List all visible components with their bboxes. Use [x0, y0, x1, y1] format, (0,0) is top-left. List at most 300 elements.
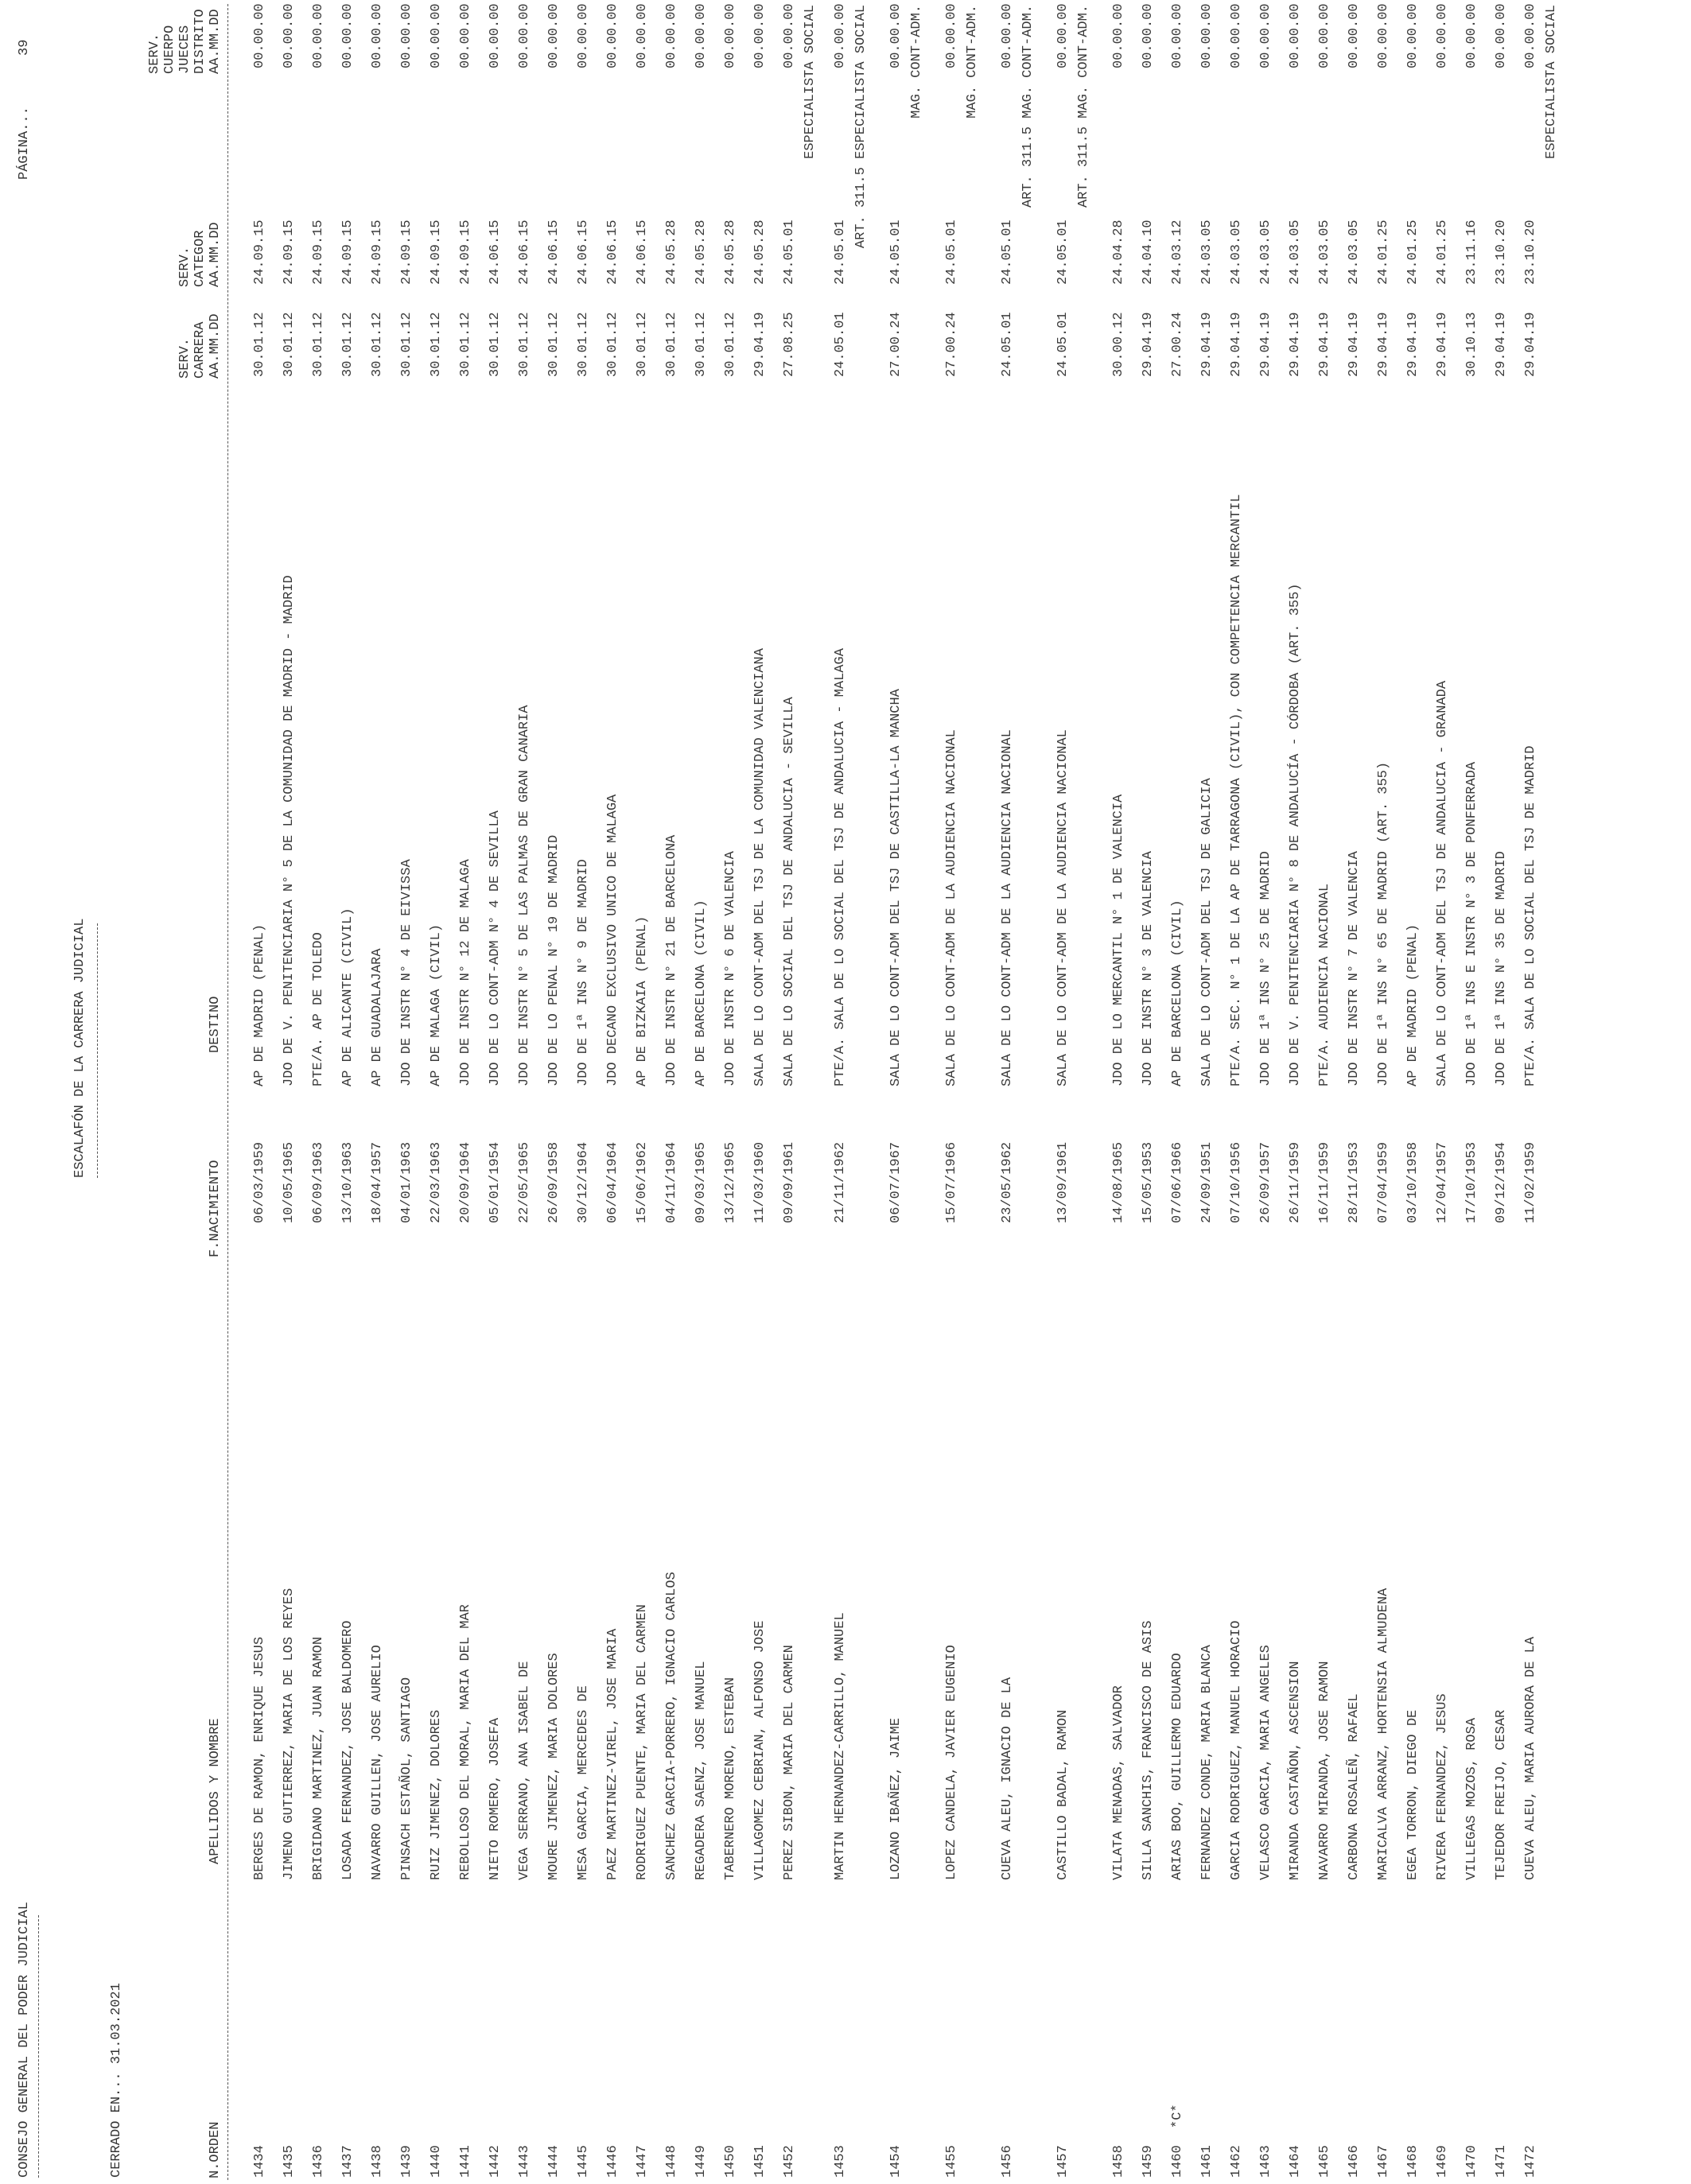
- cell-orden: 1463: [1258, 2145, 1273, 2178]
- cell-categor: 24.01.25: [1376, 220, 1391, 285]
- cell-nac: 30/12/1964: [576, 1141, 591, 1223]
- page-number: 39: [17, 39, 32, 56]
- cell-cuerpo: 00.00.00: [752, 3, 768, 68]
- cell-carrera: 29.04.19: [1435, 312, 1450, 377]
- cell-categor: 24.06.15: [635, 220, 650, 285]
- cell-categor: 24.03.12: [1170, 220, 1185, 285]
- closed-date: CERRADO EN... 31.03.2021: [109, 1983, 124, 2178]
- cell-orden: 1460: [1170, 2145, 1185, 2178]
- cell-nombre: REBOLLOSO DEL MORAL, MARIA DEL MAR: [458, 1604, 473, 1880]
- cell-destino: AP DE BARCELONA (CIVIL): [694, 900, 709, 1086]
- cell-nombre: MESA GARCIA, MERCEDES DE: [576, 1685, 591, 1880]
- cell-nac: 11/03/1960: [752, 1141, 768, 1223]
- cell-nombre: VILATA MENADAS, SALVADOR: [1111, 1685, 1126, 1880]
- cell-cuerpo: 00.00.00: [1000, 3, 1015, 68]
- cell-specialty-note: ART. 311.5 MAG. CONT-ADM.: [1020, 5, 1036, 208]
- cell-categor: 24.01.25: [1405, 220, 1421, 285]
- cell-cuerpo: 00.00.00: [517, 3, 532, 68]
- cell-destino: JDO DE INSTR N° 3 DE VALENCIA: [1141, 851, 1156, 1086]
- cell-cuerpo: 00.00.00: [1170, 3, 1185, 68]
- cell-nac: 17/10/1953: [1464, 1141, 1479, 1223]
- cell-cuerpo: 00.00.00: [1288, 3, 1303, 68]
- cell-orden: 1472: [1523, 2145, 1538, 2178]
- cell-nac: 04/01/1963: [399, 1141, 414, 1223]
- cell-carrera: 30.01.12: [546, 312, 562, 377]
- cell-specialty-note: MAG. CONT-ADM.: [909, 5, 924, 119]
- cell-orden: 1462: [1229, 2145, 1244, 2178]
- cell-orden: 1434: [252, 2145, 267, 2178]
- cell-carrera: 30.01.12: [694, 312, 709, 377]
- cell-specialty-note: ESPECIALISTA SOCIAL: [1544, 5, 1559, 159]
- cell-nac: 22/05/1965: [517, 1141, 532, 1223]
- cell-nac: 13/10/1963: [340, 1141, 356, 1223]
- cell-nac: 14/08/1965: [1111, 1141, 1126, 1223]
- cell-cuerpo: 00.00.00: [1111, 3, 1126, 68]
- cell-nac: 03/10/1958: [1405, 1141, 1421, 1223]
- cell-categor: 24.05.01: [833, 220, 848, 285]
- cell-carrera: 27.00.24: [888, 312, 904, 377]
- cell-cuerpo: 00.00.00: [605, 3, 620, 68]
- cell-nac: 07/06/1966: [1170, 1141, 1185, 1223]
- cell-destino: JDO DE V. PENITENCIARIA N° 5 DE LA COMUNIDAD DE MADRID - MADRID: [282, 575, 297, 1086]
- cell-categor: 24.05.28: [694, 220, 709, 285]
- cell-nac: 04/11/1964: [664, 1141, 679, 1223]
- cell-nac: 09/03/1965: [694, 1141, 709, 1223]
- cell-nombre: CUEVA ALEU, MARIA AURORA DE LA: [1523, 1636, 1538, 1880]
- cell-categor: 24.06.15: [488, 220, 503, 285]
- cell-cuerpo: 00.00.00: [1258, 3, 1273, 68]
- cell-nombre: CUEVA ALEU, IGNACIO DE LA: [1000, 1677, 1015, 1880]
- cell-carrera: 29.04.19: [1405, 312, 1421, 377]
- cell-carrera: 29.04.19: [1229, 312, 1244, 377]
- cell-cuerpo: 00.00.00: [694, 3, 709, 68]
- cell-orden: 1444: [546, 2145, 562, 2178]
- cell-nac: 06/04/1964: [605, 1141, 620, 1223]
- cell-categor: 24.09.15: [311, 220, 326, 285]
- cell-orden: 1448: [664, 2145, 679, 2178]
- cell-carrera: 27.08.25: [782, 312, 797, 377]
- cell-orden: 1446: [605, 2145, 620, 2178]
- cell-nombre: REGADERA SAENZ, JOSE MANUEL: [694, 1661, 709, 1880]
- cell-categor: 24.05.01: [1000, 220, 1015, 285]
- cell-cuerpo: 00.00.00: [282, 3, 297, 68]
- cell-carrera: 29.04.19: [1494, 312, 1509, 377]
- cell-nombre: RODRIGUEZ PUENTE, MARIA DEL CARMEN: [635, 1604, 650, 1880]
- document-title: ESCALAFÓN DE LA CARRERA JUDICIAL: [72, 918, 87, 1178]
- cell-carrera: 29.04.19: [1141, 312, 1156, 377]
- cell-nac: 18/04/1957: [370, 1141, 385, 1223]
- cell-destino: JDO DE INSTR N° 6 DE VALENCIA: [723, 851, 738, 1086]
- cell-destino: JDO DE 1ª INS N° 25 DE MADRID: [1258, 851, 1273, 1086]
- cell-cuerpo: 00.00.00: [635, 3, 650, 68]
- cell-carrera: 30.01.12: [399, 312, 414, 377]
- cell-orden: 1436: [311, 2145, 326, 2178]
- cell-destino: SALA DE LO CONT-ADM DE LA AUDIENCIA NACIONAL: [944, 729, 959, 1086]
- cell-carrera: 30.01.12: [282, 312, 297, 377]
- cell-orden: 1439: [399, 2145, 414, 2178]
- cell-orden: 1441: [458, 2145, 473, 2178]
- cell-nombre: MOURE JIMENEZ, MARIA DOLORES: [546, 1653, 562, 1880]
- cell-destino: AP DE MALAGA (CIVIL): [429, 923, 444, 1086]
- cell-nombre: SANCHEZ GARCIA-PORRERO, IGNACIO CARLOS: [664, 1572, 679, 1880]
- cell-cuerpo: 00.00.00: [1523, 3, 1538, 68]
- cell-nombre: LOZANO IBAÑEZ, JAIME: [888, 1717, 904, 1880]
- cell-nac: 07/10/1956: [1229, 1141, 1244, 1223]
- cell-orden: 1456: [1000, 2145, 1015, 2178]
- cell-carrera: 29.04.19: [1199, 312, 1215, 377]
- cell-orden: 1457: [1055, 2145, 1071, 2178]
- cell-categor: 24.03.05: [1347, 220, 1362, 285]
- header-cuerpo-5: AA.MM.DD: [208, 9, 223, 74]
- cell-destino: JDO DE INSTR N° 7 DE VALENCIA: [1347, 851, 1362, 1086]
- cell-nac: 06/09/1963: [311, 1141, 326, 1223]
- cell-cuerpo: 00.00.00: [1199, 3, 1215, 68]
- cell-carrera: 24.05.01: [1000, 312, 1015, 377]
- cell-destino: AP DE ALICANTE (CIVIL): [340, 907, 356, 1086]
- cell-carrera: 27.00.24: [1170, 312, 1185, 377]
- cell-categor: 24.06.15: [517, 220, 532, 285]
- cell-nac: 21/11/1962: [833, 1141, 848, 1223]
- cell-carrera: 30.01.12: [311, 312, 326, 377]
- cell-destino: JDO DE 1ª INS N° 35 DE MADRID: [1494, 851, 1509, 1086]
- cell-destino: AP DE GUADALAJARA: [370, 948, 385, 1086]
- cell-destino: JDO DE INSTR N° 5 DE LAS PALMAS DE GRAN CANARIA: [517, 705, 532, 1086]
- cell-categor: 24.03.05: [1258, 220, 1273, 285]
- cell-nombre: TABERNERO MORENO, ESTEBAN: [723, 1677, 738, 1880]
- cell-nac: 26/09/1958: [546, 1141, 562, 1223]
- cell-orden: 1442: [488, 2145, 503, 2178]
- cell-destino: JDO DE LO CONT-ADM N° 4 DE SEVILLA: [488, 810, 503, 1086]
- cell-nac: 09/12/1954: [1494, 1141, 1509, 1223]
- cell-nombre: MARTIN HERNANDEZ-CARRILLO, MANUEL: [833, 1612, 848, 1880]
- cell-destino: JDO DE INSTR N° 4 DE EIVISSA: [399, 859, 414, 1086]
- cell-specialty-note: ART. 311.5 MAG. CONT-ADM.: [1076, 5, 1091, 208]
- cell-carrera: 30.01.12: [429, 312, 444, 377]
- cell-categor: 23.11.16: [1464, 220, 1479, 285]
- cell-categor: 24.09.15: [458, 220, 473, 285]
- cell-orden: 1465: [1317, 2145, 1332, 2178]
- cell-cuerpo: 00.00.00: [782, 3, 797, 68]
- cell-orden: 1452: [782, 2145, 797, 2178]
- cell-destino: JDO DECANO EXCLUSIVO UNICO DE MALAGA: [605, 794, 620, 1086]
- cell-nombre: MARICALVA ARRANZ, HORTENSIA ALMUDENA: [1376, 1587, 1391, 1880]
- cell-carrera: 29.04.19: [1258, 312, 1273, 377]
- header-cuerpo-2: CUERPO: [162, 25, 177, 74]
- cell-cuerpo: 00.00.00: [1141, 3, 1156, 68]
- cell-destino: SALA DE LO CONT-ADM DEL TSJ DE LA COMUNIDAD VALENCIANA: [752, 648, 768, 1086]
- cell-nombre: NAVARRO MIRANDA, JOSE RAMON: [1317, 1661, 1332, 1880]
- cell-cuerpo: 00.00.00: [833, 3, 848, 68]
- cell-nombre: TEJEDOR FREIJO, CESAR: [1494, 1709, 1509, 1880]
- cell-orden: 1435: [282, 2145, 297, 2178]
- cell-categor: 24.06.15: [576, 220, 591, 285]
- cell-categor: 24.09.15: [399, 220, 414, 285]
- cell-nombre: LOPEZ CANDELA, JAVIER EUGENIO: [944, 1645, 959, 1880]
- cell-destino: JDO DE INSTR N° 12 DE MALAGA: [458, 859, 473, 1086]
- cell-orden: 1440: [429, 2145, 444, 2178]
- cell-categor: 24.09.15: [282, 220, 297, 285]
- cell-nac: 13/12/1965: [723, 1141, 738, 1223]
- cell-cuerpo: 00.00.00: [944, 3, 959, 68]
- cell-destino: SALA DE LO CONT-ADM DEL TSJ DE CASTILLA-LA MANCHA: [888, 689, 904, 1086]
- cell-cuerpo: 00.00.00: [1435, 3, 1450, 68]
- cell-categor: 24.09.15: [429, 220, 444, 285]
- cell-categor: 23.10.20: [1494, 220, 1509, 285]
- cell-cuerpo: 00.00.00: [888, 3, 904, 68]
- cell-cuerpo: 00.00.00: [370, 3, 385, 68]
- cell-orden: 1466: [1347, 2145, 1362, 2178]
- cell-nombre: GARCIA RODRIGUEZ, MANUEL HORACIO: [1229, 1620, 1244, 1880]
- cell-orden: 1467: [1376, 2145, 1391, 2178]
- cell-specialty-note: MAG. CONT-ADM.: [965, 5, 980, 119]
- cell-destino: PTE/A. AUDIENCIA NACIONAL: [1317, 883, 1332, 1086]
- cell-nombre: NIETO ROMERO, JOSEFA: [488, 1717, 503, 1880]
- cell-nombre: BERGES DE RAMON, ENRIQUE JESUS: [252, 1636, 267, 1880]
- cell-destino: SALA DE LO SOCIAL DEL TSJ DE ANDALUCIA - SEVILLA: [782, 697, 797, 1086]
- cell-categor: 24.04.28: [1111, 220, 1126, 285]
- cell-nombre: LOSADA FERNANDEZ, JOSE BALDOMERO: [340, 1620, 356, 1880]
- cell-destino: SALA DE LO CONT-ADM DEL TSJ DE GALICIA: [1199, 778, 1215, 1086]
- cell-nac: 15/05/1953: [1141, 1141, 1156, 1223]
- cell-carrera: 29.04.19: [1317, 312, 1332, 377]
- cell-carrera: 30.01.12: [605, 312, 620, 377]
- cell-orden: 1459: [1141, 2145, 1156, 2178]
- cell-orden: 1453: [833, 2145, 848, 2178]
- cell-nac: 13/09/1961: [1055, 1141, 1071, 1223]
- cell-carrera: 29.04.19: [752, 312, 768, 377]
- cell-orden: 1450: [723, 2145, 738, 2178]
- cell-nombre: FERNANDEZ CONDE, MARIA BLANCA: [1199, 1645, 1215, 1880]
- row-marker: *C*: [1170, 2104, 1185, 2128]
- header-cuerpo-1: SERV.: [147, 33, 162, 74]
- cell-categor: 24.01.25: [1435, 220, 1450, 285]
- cell-cuerpo: 00.00.00: [723, 3, 738, 68]
- cell-categor: 23.10.20: [1523, 220, 1538, 285]
- cell-categor: 24.06.15: [546, 220, 562, 285]
- cell-destino: SALA DE LO CONT-ADM DE LA AUDIENCIA NACIONAL: [1055, 729, 1071, 1086]
- header-carrera-2: CARRERA: [192, 321, 208, 379]
- cell-cuerpo: 00.00.00: [340, 3, 356, 68]
- header-nombre: APELLIDOS Y NOMBRE: [208, 1718, 223, 1864]
- cell-nac: 10/05/1965: [282, 1141, 297, 1223]
- cell-cuerpo: 00.00.00: [458, 3, 473, 68]
- cell-carrera: 24.05.01: [1055, 312, 1071, 377]
- cell-nac: 26/11/1959: [1288, 1141, 1303, 1223]
- header-carrera-1: SERV.: [177, 337, 192, 379]
- cell-orden: 1454: [888, 2145, 904, 2178]
- cell-carrera: 30.01.12: [517, 312, 532, 377]
- cell-destino: AP DE MADRID (PENAL): [252, 923, 267, 1086]
- cell-orden: 1461: [1199, 2145, 1215, 2178]
- cell-cuerpo: 00.00.00: [664, 3, 679, 68]
- cell-nombre: RIVERA FERNANDEZ, JESUS: [1435, 1693, 1450, 1880]
- cell-nombre: PAEZ MARTINEZ-VIREL, JOSE MARIA: [605, 1628, 620, 1880]
- cell-destino: AP DE MADRID (PENAL): [1405, 923, 1421, 1086]
- cell-destino: JDO DE 1ª INS N° 65 DE MADRID (ART. 355): [1376, 761, 1391, 1086]
- cell-nac: 15/07/1966: [944, 1141, 959, 1223]
- cell-categor: 24.05.01: [888, 220, 904, 285]
- cell-orden: 1471: [1494, 2145, 1509, 2178]
- cell-nac: 20/09/1964: [458, 1141, 473, 1223]
- page-label: PÁGINA...: [17, 107, 32, 180]
- cell-carrera: 30.01.12: [576, 312, 591, 377]
- cell-cuerpo: 00.00.00: [252, 3, 267, 68]
- cell-categor: 24.03.05: [1317, 220, 1332, 285]
- cell-nac: 11/02/1959: [1523, 1141, 1538, 1223]
- cell-nombre: PINSACH ESTAÑOL, SANTIAGO: [399, 1677, 414, 1880]
- cell-cuerpo: 00.00.00: [1055, 3, 1071, 68]
- cell-specialty-note: ESPECIALISTA SOCIAL: [803, 5, 818, 159]
- cell-categor: 24.03.05: [1229, 220, 1244, 285]
- cell-orden: 1470: [1464, 2145, 1479, 2178]
- cell-carrera: 30.01.12: [488, 312, 503, 377]
- cell-nombre: VEGA SERRANO, ANA ISABEL DE: [517, 1661, 532, 1880]
- cell-nombre: VILLAGOMEZ CEBRIAN, ALFONSO JOSE: [752, 1620, 768, 1880]
- cell-orden: 1449: [694, 2145, 709, 2178]
- cell-categor: 24.05.28: [664, 220, 679, 285]
- cell-destino: SALA DE LO CONT-ADM DEL TSJ DE ANDALUCIA - GRANADA: [1435, 680, 1450, 1086]
- cell-carrera: 30.10.13: [1464, 312, 1479, 377]
- cell-carrera: 29.04.19: [1288, 312, 1303, 377]
- cell-orden: 1443: [517, 2145, 532, 2178]
- cell-orden: 1455: [944, 2145, 959, 2178]
- cell-cuerpo: 00.00.00: [1229, 3, 1244, 68]
- cell-nombre: SILLA SANCHIS, FRANCISCO DE ASIS: [1141, 1620, 1156, 1880]
- cell-nac: 16/11/1959: [1317, 1141, 1332, 1223]
- cell-destino: PTE/A. SALA DE LO SOCIAL DEL TSJ DE MADRID: [1523, 745, 1538, 1086]
- cell-nac: 24/09/1951: [1199, 1141, 1215, 1223]
- cell-categor: 24.09.15: [252, 220, 267, 285]
- header-destino: DESTINO: [208, 996, 223, 1053]
- header-categor-1: SERV.: [177, 246, 192, 287]
- cell-categor: 24.06.15: [605, 220, 620, 285]
- cell-carrera: 29.04.19: [1347, 312, 1362, 377]
- cell-categor: 24.04.10: [1141, 220, 1156, 285]
- cell-cuerpo: 00.00.00: [1376, 3, 1391, 68]
- cell-cuerpo: 00.00.00: [1405, 3, 1421, 68]
- cell-destino: AP DE BARCELONA (CIVIL): [1170, 900, 1185, 1086]
- cell-nac: 06/03/1959: [252, 1141, 267, 1223]
- cell-destino: JDO DE 1ª INS N° 9 DE MADRID: [576, 859, 591, 1086]
- cell-nombre: PEREZ SIBON, MARIA DEL CARMEN: [782, 1645, 797, 1880]
- cell-nombre: CARBONA ROSALEÑ, RAFAEL: [1347, 1693, 1362, 1880]
- header-carrera-3: AA.MM.DD: [208, 313, 223, 379]
- cell-carrera: 30.01.12: [458, 312, 473, 377]
- cell-nombre: NAVARRO GUILLEN, JOSE AURELIO: [370, 1645, 385, 1880]
- cell-orden: 1445: [576, 2145, 591, 2178]
- cell-orden: 1438: [370, 2145, 385, 2178]
- cell-carrera: 29.04.19: [1523, 312, 1538, 377]
- cell-destino: JDO DE 1ª INS E INSTR N° 3 DE PONFERRADA: [1464, 761, 1479, 1086]
- cell-nombre: JIMENO GUTIERREZ, MARIA DE LOS REYES: [282, 1587, 297, 1880]
- header-nacimiento: F.NACIMIENTO: [208, 1160, 223, 1257]
- cell-carrera: 30.01.12: [664, 312, 679, 377]
- cell-cuerpo: 00.00.00: [1347, 3, 1362, 68]
- cell-destino: JDO DE LO MERCANTIL N° 1 DE VALENCIA: [1111, 794, 1126, 1086]
- header-categor-3: AA.MM.DD: [208, 222, 223, 287]
- cell-cuerpo: 00.00.00: [1494, 3, 1509, 68]
- cell-categor: 24.05.01: [782, 220, 797, 285]
- cell-nombre: ARIAS BOO, GUILLERMO EDUARDO: [1170, 1653, 1185, 1880]
- cell-nac: 09/09/1961: [782, 1141, 797, 1223]
- cell-nombre: MIRANDA CASTAÑON, ASCENSION: [1288, 1661, 1303, 1880]
- cell-nombre: BRIGIDANO MARTINEZ, JUAN RAMON: [311, 1636, 326, 1880]
- cell-categor: 24.03.05: [1199, 220, 1215, 285]
- cell-orden: 1437: [340, 2145, 356, 2178]
- cell-orden: 1447: [635, 2145, 650, 2178]
- cell-nombre: VILLEGAS MOZOS, ROSA: [1464, 1717, 1479, 1880]
- cell-cuerpo: 00.00.00: [576, 3, 591, 68]
- cell-categor: 24.05.28: [752, 220, 768, 285]
- cell-destino: PTE/A. SALA DE LO SOCIAL DEL TSJ DE ANDALUCIA - MALAGA: [833, 648, 848, 1086]
- cell-nac: 12/04/1957: [1435, 1141, 1450, 1223]
- cell-destino: JDO DE LO PENAL N° 19 DE MADRID: [546, 834, 562, 1086]
- cell-cuerpo: 00.00.00: [399, 3, 414, 68]
- cell-cuerpo: 00.00.00: [1317, 3, 1332, 68]
- cell-specialty-note: ART. 311.5 ESPECIALISTA SOCIAL: [853, 5, 869, 249]
- cell-categor: 24.03.05: [1288, 220, 1303, 285]
- header-cuerpo-4: DISTRITO: [192, 9, 208, 74]
- cell-nac: 07/04/1959: [1376, 1141, 1391, 1223]
- cell-cuerpo: 00.00.00: [488, 3, 503, 68]
- cell-nac: 05/01/1954: [488, 1141, 503, 1223]
- cell-carrera: 30.01.12: [252, 312, 267, 377]
- document-title-underline: [97, 923, 98, 1178]
- cell-nac: 15/06/1962: [635, 1141, 650, 1223]
- cell-carrera: 30.01.12: [340, 312, 356, 377]
- header-orden: N.ORDEN: [208, 2121, 223, 2178]
- cell-carrera: 30.01.12: [370, 312, 385, 377]
- header-cuerpo-3: JUECES: [177, 25, 192, 74]
- cell-carrera: 30.01.12: [723, 312, 738, 377]
- cell-nac: 28/11/1953: [1347, 1141, 1362, 1223]
- cell-cuerpo: 00.00.00: [546, 3, 562, 68]
- cell-cuerpo: 00.00.00: [1464, 3, 1479, 68]
- cell-cuerpo: 00.00.00: [429, 3, 444, 68]
- cell-categor: 24.05.28: [723, 220, 738, 285]
- cell-carrera: 30.00.12: [1111, 312, 1126, 377]
- cell-categor: 24.05.01: [1055, 220, 1071, 285]
- org-title-underline: [38, 1915, 39, 2178]
- cell-destino: AP DE BIZKAIA (PENAL): [635, 915, 650, 1086]
- cell-carrera: 30.01.12: [635, 312, 650, 377]
- cell-nombre: RUIZ JIMENEZ, DOLORES: [429, 1709, 444, 1880]
- cell-orden: 1451: [752, 2145, 768, 2178]
- cell-orden: 1468: [1405, 2145, 1421, 2178]
- cell-destino: SALA DE LO CONT-ADM DE LA AUDIENCIA NACIONAL: [1000, 729, 1015, 1086]
- cell-categor: 24.05.01: [944, 220, 959, 285]
- cell-carrera: 24.05.01: [833, 312, 848, 377]
- cell-carrera: 27.00.24: [944, 312, 959, 377]
- org-title: CONSEJO GENERAL DEL PODER JUDICIAL: [17, 1902, 32, 2178]
- cell-cuerpo: 00.00.00: [311, 3, 326, 68]
- cell-nac: 06/07/1967: [888, 1141, 904, 1223]
- cell-orden: 1469: [1435, 2145, 1450, 2178]
- cell-nombre: EGEA TORRON, DIEGO DE: [1405, 1709, 1421, 1880]
- cell-nombre: CASTILLO BADAL, RAMON: [1055, 1709, 1071, 1880]
- cell-nac: 23/05/1962: [1000, 1141, 1015, 1223]
- cell-destino: PTE/A. AP DE TOLEDO: [311, 932, 326, 1086]
- cell-destino: PTE/A. SEC. N° 1 DE LA AP DE TARRAGONA (CIVIL), CON COMPETENCIA MERCANTIL: [1229, 494, 1244, 1086]
- cell-destino: JDO DE INSTR N° 21 DE BARCELONA: [664, 834, 679, 1086]
- cell-orden: 1458: [1111, 2145, 1126, 2178]
- cell-nac: 26/09/1957: [1258, 1141, 1273, 1223]
- cell-nac: 22/03/1963: [429, 1141, 444, 1223]
- cell-destino: JDO DE V. PENITENCIARIA N° 8 DE ANDALUCÍA - CÓRDOBA (ART. 355): [1288, 583, 1303, 1086]
- cell-nombre: VELASCO GARCIA, MARIA ANGELES: [1258, 1645, 1273, 1880]
- cell-categor: 24.09.15: [340, 220, 356, 285]
- cell-categor: 24.09.15: [370, 220, 385, 285]
